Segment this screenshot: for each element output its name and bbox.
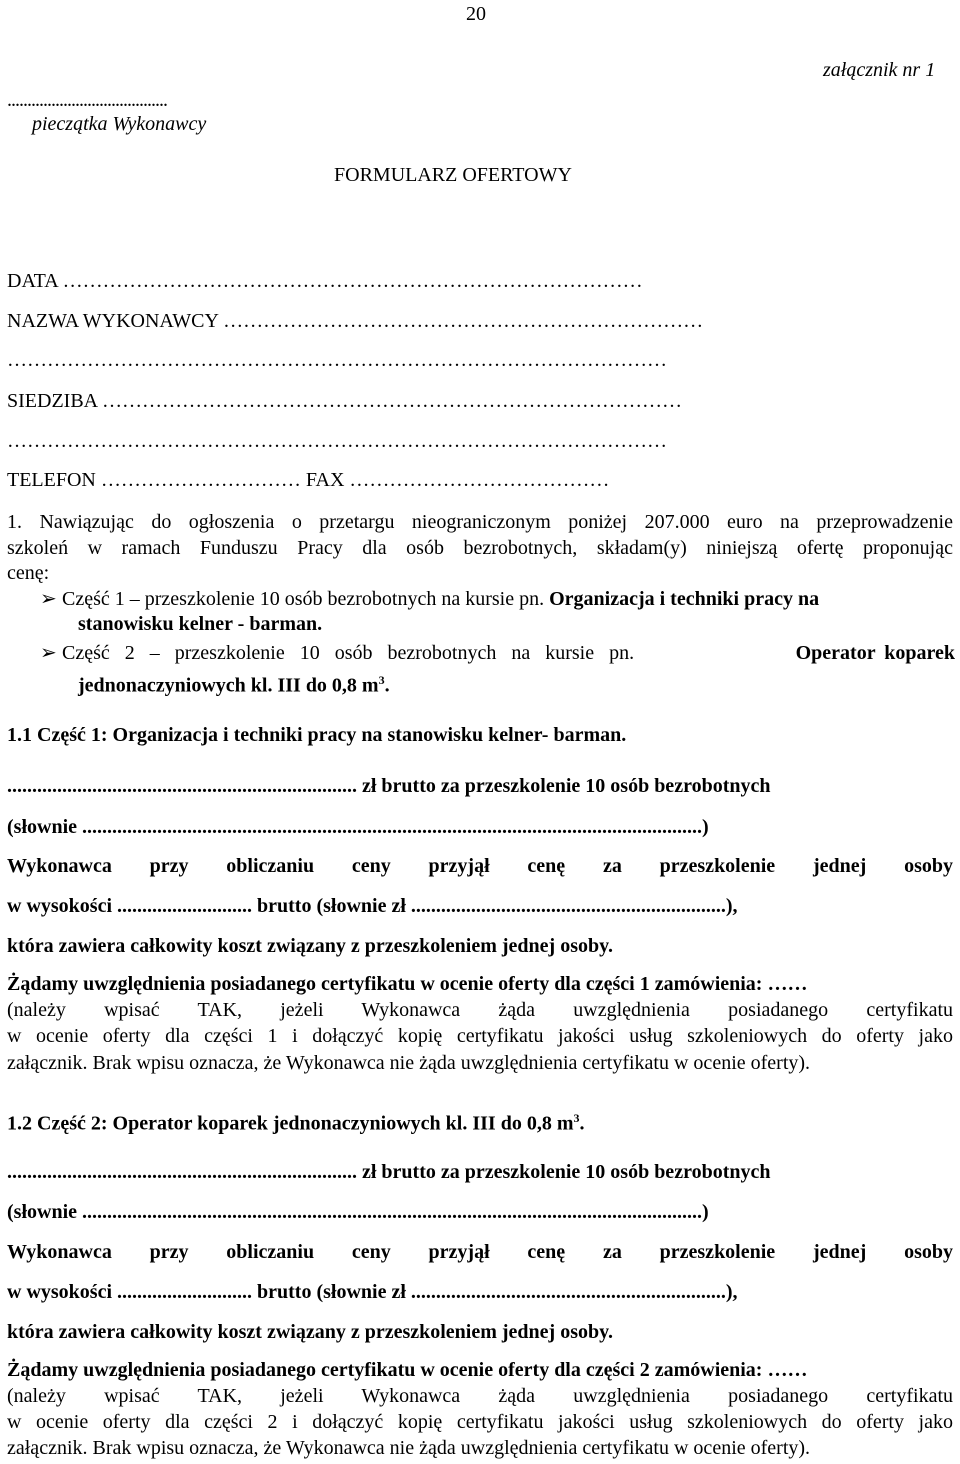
superscript: 3 — [573, 1111, 580, 1125]
form-title: FORMULARZ OFERTOWY — [334, 164, 572, 186]
bullet-2-row — [62, 641, 955, 665]
bullet-1-course-name: Organizacja i techniki pracy na — [549, 588, 820, 610]
bullet-2-text: Część 2 – przeszkolenie 10 osób bezrobotnych na kursie pn. — [62, 642, 635, 664]
period: . — [579, 1112, 585, 1135]
section-1-heading: 1.1 Część 1: Organizacja i techniki pracy na stanowisku kelner- barman. — [7, 724, 627, 746]
section-2-calc-line: Wykonawca przy obliczaniu ceny przyjął cenę za przeszkolenie jednej osoby — [7, 1241, 953, 1263]
section-2-heading — [7, 1106, 584, 1136]
arrow-bullet-icon: ➢ — [40, 642, 57, 664]
stamp-dots: ........................................ — [7, 89, 167, 111]
phone-fax-field-line: TELEFON ………………………… FAX ………………………………… — [7, 469, 610, 491]
section-2-words-line: (słownie ............................................................................................................................) — [7, 1201, 709, 1223]
bullet-1-text: Część 1 – przeszkolenie 10 osób bezrobotnych na kursie pn. — [62, 588, 545, 610]
section-2-note-3: załącznik. Brak wpisu oznacza, że Wykonawca nie żąda uwzględnienia certyfikatu w ocenie oferty). — [7, 1437, 811, 1459]
bullet-1-course-name-cont: stanowisku kelner - barman. — [78, 613, 323, 635]
contractor-name-field-line: NAZWA WYKONAWCY ……………………………………………………………… — [7, 310, 704, 332]
annex-label: załącznik nr 1 — [823, 59, 936, 81]
section-1-words-line: (słownie ............................................................................................................................) — [7, 816, 709, 838]
intro-line-3: cenę: — [7, 562, 50, 584]
bullet-2-course-name-text: jednonaczyniowych kl. III do 0,8 m — [78, 674, 379, 697]
section-1-total-line: która zawiera całkowity koszt związany z przeszkoleniem jednej osoby. — [7, 935, 614, 957]
period: . — [384, 674, 390, 697]
superscript: 3 — [378, 673, 385, 687]
bullet-2-course-name: Operator koparek — [795, 642, 955, 664]
section-1-note-2: w ocenie oferty dla części 1 i dołączyć kopię certyfikatu jakości usług szkoleniowych do oferty jako — [7, 1025, 953, 1047]
page-number: 20 — [466, 3, 486, 25]
seat-field-line: SIEDZIBA …………………………………………………………………………… — [7, 390, 682, 412]
section-1-note-1: (należy wpisać TAK, jeżeli Wykonawca żąda uwzględnienia posiadanego certyfikatu — [7, 999, 953, 1021]
section-1-note-3: załącznik. Brak wpisu oznacza, że Wykonawca nie żąda uwzględnienia certyfikatu w ocenie oferty). — [7, 1052, 811, 1074]
section-2-amount-line: w wysokości ........................... brutto (słownie zł ...............................................................), — [7, 1281, 738, 1303]
bullet-2-course-name-cont — [78, 668, 390, 698]
section-2-note-2: w ocenie oferty dla części 2 i dołączyć kopię certyfikatu jakości usług szkoleniowych do oferty jako — [7, 1411, 953, 1433]
bullet-part-2 — [40, 641, 955, 665]
contractor-name-continuation-line: ……………………………………………………………………………………… — [7, 349, 667, 371]
section-1-calc-line: Wykonawca przy obliczaniu ceny przyjął cenę za przeszkolenie jednej osoby — [7, 855, 953, 877]
stamp-label: pieczątka Wykonawcy — [32, 113, 207, 135]
section-2-note-1: (należy wpisać TAK, jeżeli Wykonawca żąda uwzględnienia posiadanego certyfikatu — [7, 1385, 953, 1407]
section-1-amount-line: w wysokości ........................... brutto (słownie zł ...............................................................), — [7, 895, 738, 917]
seat-continuation-line: ……………………………………………………………………………………… — [7, 430, 667, 452]
bullet-part-1 — [40, 587, 955, 611]
intro-line-1: 1. Nawiązując do ogłoszenia o przetargu nieograniczonym poniżej 207.000 euro na przeprowadzenie — [7, 511, 953, 533]
arrow-bullet-icon: ➢ — [40, 588, 57, 610]
section-2-heading-text: 1.2 Część 2: Operator koparek jednonaczyniowych kl. III do 0,8 m — [7, 1112, 574, 1135]
section-2-cert-line: Żądamy uwzględnienia posiadanego certyfikatu w ocenie oferty dla części 2 zamówienia: …… — [7, 1359, 808, 1381]
date-field-line: DATA …………………………………………………………………………… — [7, 270, 643, 292]
section-1-cert-line: Żądamy uwzględnienia posiadanego certyfikatu w ocenie oferty dla części 1 zamówienia: …… — [7, 973, 808, 995]
section-1-price-line: ...................................................................... zł brutto za przeszkolenie 10 osób bezrobotnych — [7, 775, 771, 797]
intro-line-2: szkoleń w ramach Funduszu Pracy dla osób bezrobotnych, składam(y) niniejszą ofertę proponując — [7, 537, 953, 559]
section-2-total-line: która zawiera całkowity koszt związany z przeszkoleniem jednej osoby. — [7, 1321, 614, 1343]
section-2-price-line: ...................................................................... zł brutto za przeszkolenie 10 osób bezrobotnych — [7, 1161, 771, 1183]
